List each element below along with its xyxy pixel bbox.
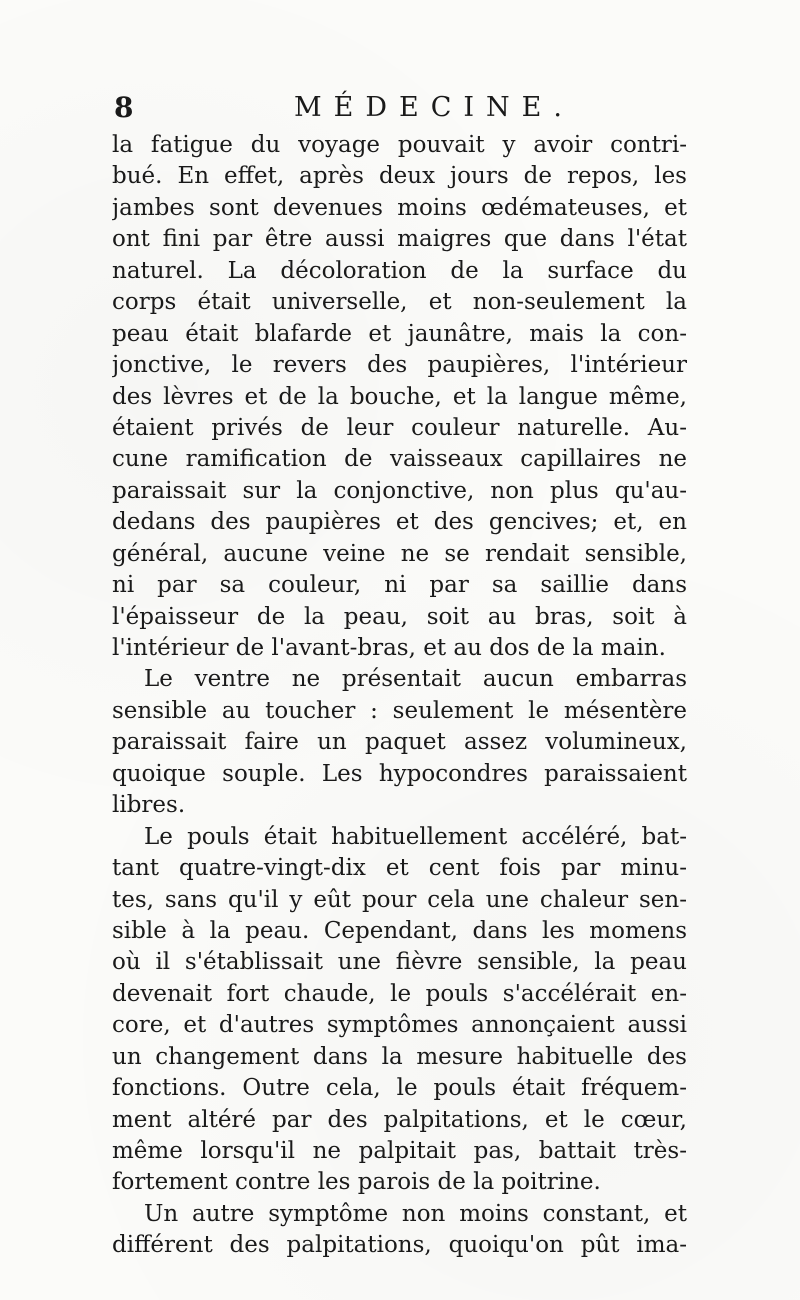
text-line: paraissait faire un paquet assez volumineux,	[112, 729, 687, 756]
text-line: l'intérieur de l'avant-bras, et au dos de la main.	[112, 635, 666, 661]
text-line: tant quatre-vingt-dix et cent fois par minu-	[112, 855, 687, 882]
text-line: devenait fort chaude, le pouls s'accélérait en-	[112, 980, 687, 1007]
body-text	[112, 130, 687, 1262]
text-line: cune ramification de vaisseaux capillaires ne	[112, 446, 687, 473]
text-line: fonctions. Outre cela, le pouls était fréquem-	[112, 1075, 687, 1102]
text-line: étaient privés de leur couleur naturelle. Au-	[112, 414, 687, 441]
text-line: quoique souple. Les hypocondres paraissaient	[112, 760, 687, 787]
text-line: des lèvres et de la bouche, et la langue même,	[112, 383, 687, 410]
text-line: jambes sont devenues moins œdémateuses, et	[112, 194, 687, 221]
text-line: ont fini par être aussi maigres que dans l'état	[112, 226, 687, 253]
text-line: tes, sans qu'il y eût pour cela une chaleur sen-	[112, 886, 687, 913]
text-line: Un autre symptôme non moins constant, et	[144, 1200, 687, 1227]
page-number: 8	[114, 91, 134, 124]
text-line: ment altéré par des palpitations, et le cœur,	[112, 1106, 687, 1133]
text-line: bué. En effet, après deux jours de repos, les	[112, 163, 687, 190]
text-line: dedans des paupières et des gencives; et, en	[112, 509, 687, 536]
text-line: un changement dans la mesure habituelle des	[112, 1043, 687, 1070]
text-line: la fatigue du voyage pouvait y avoir contri-	[112, 132, 687, 158]
text-line: libres.	[112, 792, 186, 819]
text-line: où il s'établissait une fièvre sensible, la peau	[112, 949, 687, 976]
text-line: naturel. La décoloration de la surface du	[112, 257, 687, 284]
running-head: MÉDECINE.	[294, 92, 574, 123]
text-line: corps était universelle, et non-seulement la	[112, 289, 687, 316]
text-line: sensible au toucher : seulement le mésentère	[112, 697, 687, 724]
text-line: Le ventre ne présentait aucun embarras	[144, 666, 687, 693]
text-line: core, et d'autres symptômes annonçaient aussi	[112, 1012, 687, 1039]
text-line: sible à la peau. Cependant, dans les momens	[112, 917, 687, 944]
text-line: peau était blafarde et jaunâtre, mais la con-	[112, 320, 687, 347]
text-line: Le pouls était habituellement accéléré, bat-	[144, 823, 687, 850]
text-line: même lorsqu'il ne palpitait pas, battait très-	[112, 1138, 687, 1164]
page-header	[114, 92, 689, 128]
text-line: l'épaisseur de la peau, soit au bras, soit à	[112, 603, 687, 630]
text-line: ni par sa couleur, ni par sa saillie dans	[112, 572, 687, 599]
text-line: jonctive, le revers des paupières, l'intérieur	[112, 352, 687, 379]
text-line: paraissait sur la conjonctive, non plus qu'au-	[112, 477, 687, 504]
text-line: différent des palpitations, quoiqu'on pût ima-	[112, 1232, 687, 1259]
text-line: général, aucune veine ne se rendait sensible,	[112, 540, 687, 567]
text-line: fortement contre les parois de la poitrine.	[112, 1169, 601, 1196]
